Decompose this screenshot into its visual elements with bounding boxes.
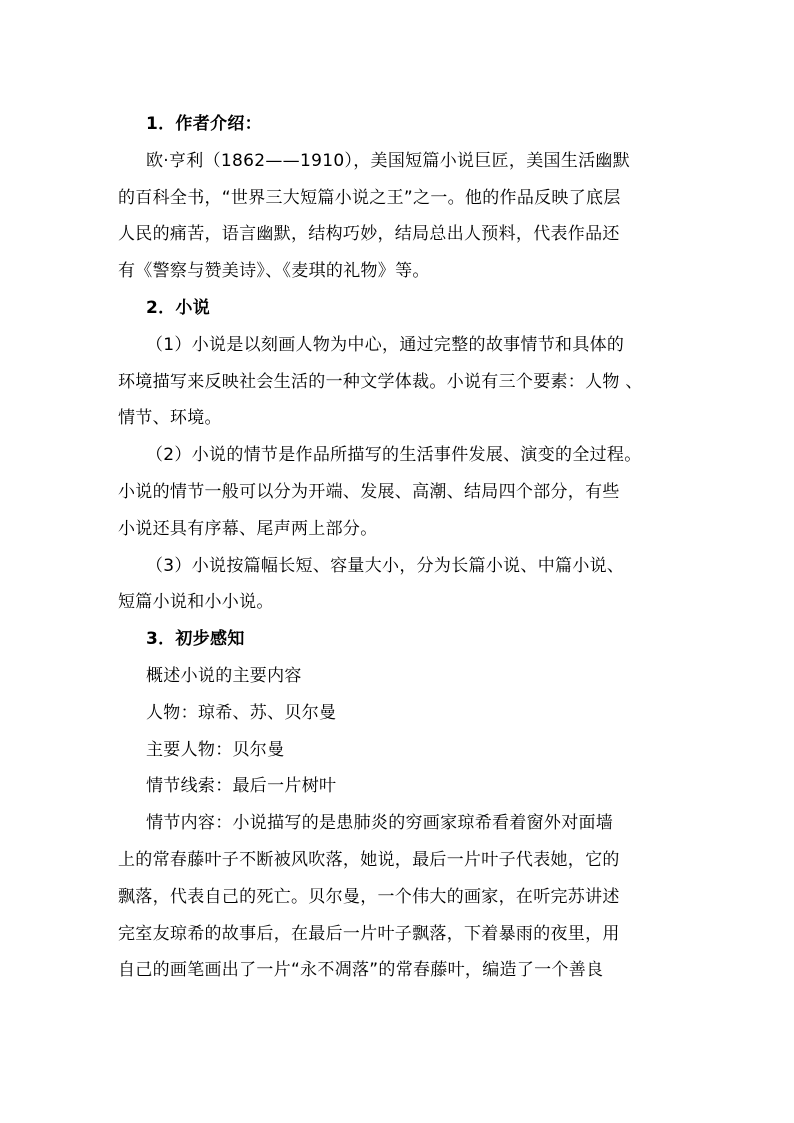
paragraph-line: （1）小说是以刻画人物为中心，通过完整的故事情节和具体的 [146, 334, 625, 355]
paragraph-line: 概述小说的主要内容 [146, 665, 302, 686]
paragraph-line: （2）小说的情节是作品所描写的生活事件发展、演变的全过程。 [146, 445, 642, 466]
paragraph-line: 短篇小说和小小说。 [118, 592, 274, 613]
paragraph-line: （3）小说按篇幅长短、容量大小，分为长篇小说、中篇小说、 [146, 555, 625, 576]
section-heading-author: 1．作者介绍： [146, 114, 262, 134]
paragraph-line: 环境描写来反映社会生活的一种文学体裁。小说有三个要素：人物 、 [118, 371, 643, 392]
paragraph-line: 小说的情节一般可以分为开端、发展、高潮、结局四个部分，有些 [118, 481, 620, 502]
paragraph-line: 完室友琼希的故事后，在最后一片叶子飘落，下着暴雨的夜里，用 [118, 923, 620, 944]
paragraph-line: 人民的痛苦，语言幽默，结构巧妙，结局总出人预料，代表作品还 [118, 224, 620, 245]
paragraph-line: 情节线索：最后一片树叶 [146, 776, 337, 797]
paragraph-line: 情节、环境。 [118, 408, 222, 429]
paragraph-line: 主要人物：贝尔曼 [146, 739, 285, 760]
paragraph-line: 自己的画笔画出了一片“永不凋落”的常春藤叶，编造了一个善良 [118, 960, 604, 981]
paragraph-line: 的百科全书，“世界三大短篇小说之王”之一。他的作品反映了底层 [118, 187, 621, 208]
paragraph-line: 小说还具有序幕、尾声两上部分。 [118, 518, 378, 539]
paragraph-line: 情节内容：小说描写的是患肺炎的穷画家琼希看着窗外对面墙 [146, 813, 614, 834]
paragraph-line: 人物：琼希、苏、贝尔曼 [146, 702, 337, 723]
section-heading-novel: 2．小说 [146, 297, 211, 318]
paragraph-line: 欧·亨利（1862——1910），美国短篇小说巨匠，美国生活幽默 [146, 150, 631, 171]
paragraph-line: 有《警察与赞美诗》、《麦琪的礼物》等。 [118, 261, 430, 282]
paragraph-line: 上的常春藤叶子不断被风吹落，她说，最后一片叶子代表她，它的 [118, 849, 620, 870]
document-body [118, 106, 678, 989]
section-heading-perception: 3．初步感知 [146, 629, 245, 650]
paragraph-line: 飘落，代表自己的死亡。贝尔曼，一个伟大的画家，在听完苏讲述 [118, 886, 620, 907]
